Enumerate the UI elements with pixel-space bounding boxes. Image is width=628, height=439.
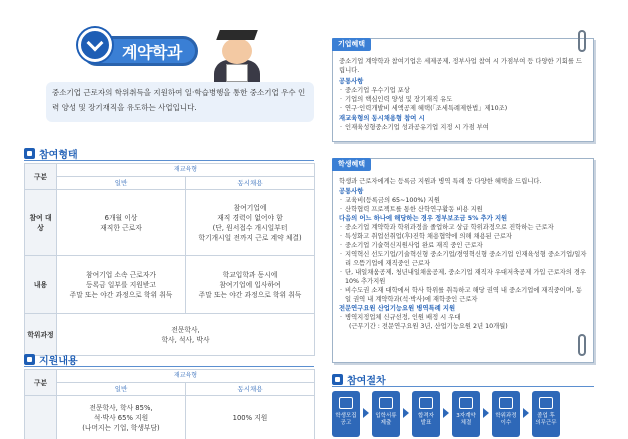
- table-row: 학위과정 전문학사, 학사, 석사, 박사: [25, 314, 315, 356]
- divider: [24, 160, 314, 161]
- paperclip-icon: [578, 334, 586, 356]
- section-participation: 참여형태: [24, 146, 78, 161]
- step-announce: 합격자 발표: [412, 391, 440, 437]
- section-icon: [24, 148, 35, 159]
- arrow-right-icon: [403, 408, 409, 418]
- card-tab: 학생혜택: [332, 158, 371, 171]
- page-title-badge: [78, 26, 268, 68]
- paperclip-icon: [578, 30, 586, 52]
- table-header-group: 재교육형: [57, 164, 315, 177]
- table-header-general: 일반: [57, 177, 186, 190]
- step-complete: 학위과정 이수: [492, 391, 520, 437]
- section-support: 지원내용: [24, 352, 78, 367]
- divider: [24, 366, 314, 367]
- step-recruit: 학생모집 공고: [332, 391, 360, 437]
- support-table: 구분 재교육형 일반 동시채용 전문학사, 학사 85%, 석·박사 65% 지원 (나머지는 기업, 학생부담) 100% 지원: [24, 369, 315, 439]
- step-submit: 입학서류 제출: [372, 391, 400, 437]
- section-icon: [24, 354, 35, 365]
- table-row: 전문학사, 학사 85%, 석·박사 65% 지원 (나머지는 기업, 학생부담) 100% 지원: [25, 396, 315, 439]
- document-icon: [339, 397, 353, 409]
- section-process: 참여절차: [332, 372, 386, 387]
- arrow-right-icon: [483, 408, 489, 418]
- participation-table: [24, 163, 315, 356]
- table-row: 참여 대상 6개월 이상 재직한 근로자 참여기업에 재직 경력이 없어야 함 (단, 원서접수 개시일부터 학기개시일 전까지 근로 계약 체결): [25, 190, 315, 256]
- section-icon: [332, 374, 343, 385]
- intro-text: 중소기업 근로자의 학위취득을 지원하여 일·학습병행을 통한 중소기업 우수 인력 양성 및 장기재직을 유도하는 사업입니다.: [46, 82, 314, 122]
- table-row: 내용 참여기업 소속 근로자가 등록금 일부를 지원받고 주말 또는 야간 과정으로 학위 취득 학교입학과 동시에 참여기업에 입사하여 주말 또는 야간 과정으로 학위 취득: [25, 256, 315, 314]
- building-icon: [539, 397, 553, 409]
- upload-icon: [379, 397, 393, 409]
- divider: [332, 386, 594, 387]
- process-steps: [332, 391, 602, 437]
- arrow-right-icon: [363, 408, 369, 418]
- student-benefits-card: 학생혜택 학생과 근로자에게는 등록금 지원과 병역 특례 등 다양한 혜택을 드립니다. 공통사항 · 교육비(등록금의 65~100%) 지원 · 산학협력 프로젝트를 통한 산학연구활동 비용 지원 다음의 어느 하나에 해당하는 경우 정부보조금 5% 추가 지원 · 중소기업 계약학과 학위과정을 졸업하고 상급 학위과정으로 진학하는 근로자 · 특성화고 취업선취업(후)진학 채용협약에 의해 채용된 근로자 · 중소기업 기술혁신지원사업 완료 재직 중인 근로자 · 지역혁신 선도기업/기술혁신형 중소기업/경영혁신형 중소기업 인재육성형 중소기업/일자리 으뜸기업에 재직중인 근로자 · 단, 내일채움공제, 청년내일채움공제, 중소기업 재직자 우대저축공제 가입 근로자의 경우 10% 추가지원 · 비수도권 소재 대학에서 학사 학위를 취득하고 해당 권역 내 중소기업에 재직중이며, 동일 권역 내 계약학과(석·박사)에 재학중인 근로자 전문연구요원 산업기능요원 병역특례 지원 · 병역지정업체 신규선정, 인원 배정 시 우대 (근무기간 : 전문연구요원 3년, 산업기능요원 2년 10개월): [332, 158, 594, 363]
- table-header-hire: 동시채용: [186, 177, 315, 190]
- company-benefits-card: 기업혜택 중소기업 계약학과 참여기업은 세제공제, 정부사업 참여 시 가점부여 등 다양한 기회를 드립니다. 공통사항 · 중소기업 우수기업 포상 · 기업의 핵심인력 양성 및 장기재직 유도 · 연구·인력개발비 세액공제 혜택(「조세특례제한법」제10조) 재교육형의 동시채용형 참여 시 · 인재육성형중소기업 성과공유기업 지정 시 가점 부여: [332, 38, 594, 142]
- step-mandatory-work: 졸업 후 의무근무: [532, 391, 560, 437]
- graduate-illustration-icon: [210, 26, 268, 86]
- arrow-right-icon: [523, 408, 529, 418]
- monitor-icon: [419, 397, 433, 409]
- card-tab: 기업혜택: [332, 38, 371, 51]
- table-header-gubun: 구분: [25, 164, 57, 190]
- page-title: 계약학과: [122, 43, 182, 62]
- graduation-cap-icon: [499, 397, 513, 409]
- network-icon: [459, 397, 473, 409]
- arrow-right-icon: [443, 408, 449, 418]
- step-contract: 3자계약 체결: [452, 391, 480, 437]
- chevron-check-icon: [78, 28, 112, 62]
